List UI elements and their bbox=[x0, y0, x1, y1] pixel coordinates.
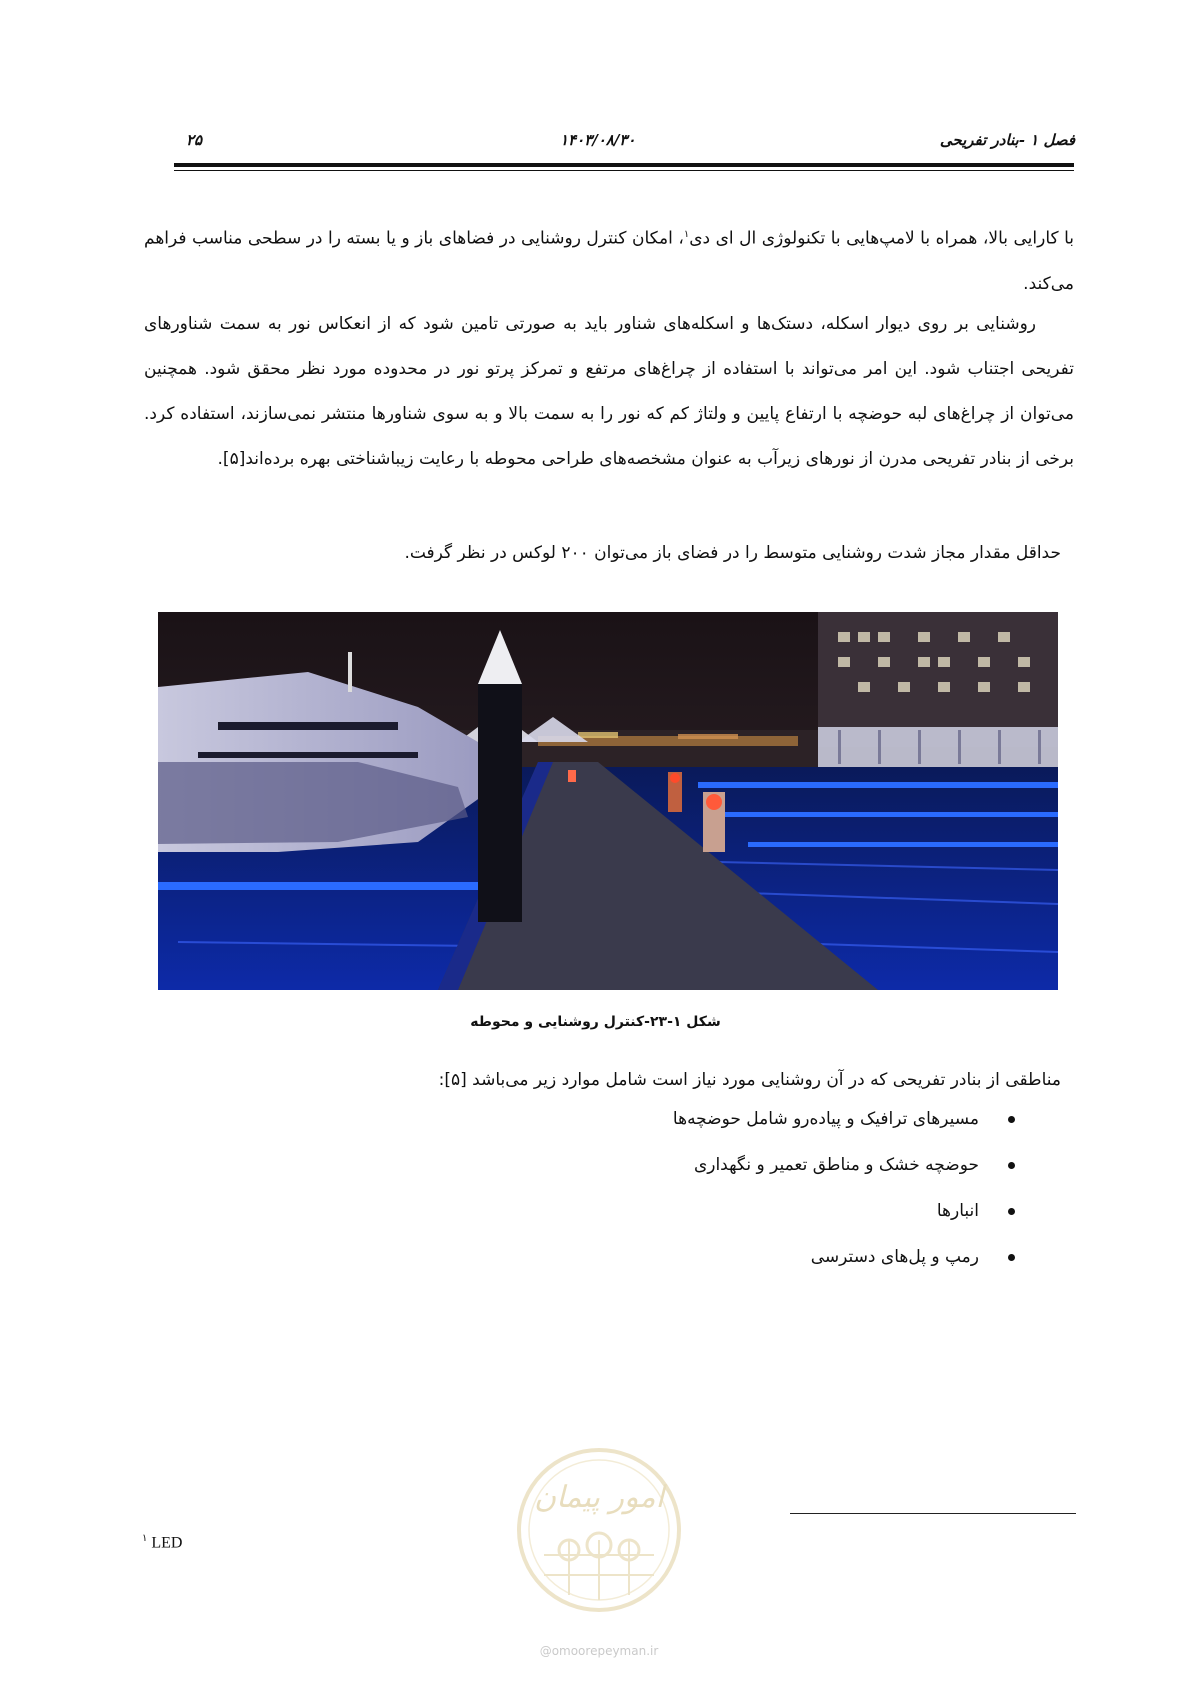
footnote-ref: ۱ bbox=[683, 229, 690, 240]
paragraph-2-text: روشنایی بر روی دیوار اسکله، دستک‌ها و اسکله‌های شناور باید به صورتی تامین شود که از انعکاس نور به سمت شناورهای تفریحی اجتناب شود. این امر می‌تواند با استفاده از چراغ‌های مرتفع و تمرکز پرتو نور در محدوده مورد نظر محقق شود. همچنین می‌توان از چراغ‌های لبه حوضچه با ارتفاع پایین و ولتاژ کم که نور را به سمت بالا و به سوی شناورها منتشر نمی‌سازند، استفاده کرد. برخی از بنادر تفریحی مدرن از نورهای زیرآب به عنوان مشخصه‌های طراحی محوطه با رعایت زیباشناختی بهره برده‌اند[۵]. bbox=[144, 314, 1074, 469]
chapter-title: فصل ۱ -بنادر تفریحی bbox=[939, 131, 1075, 149]
watermark-logo bbox=[514, 1445, 684, 1675]
footnote bbox=[142, 1533, 182, 1552]
list-item: مسیرهای ترافیک و پیاده‌رو شامل حوضچه‌ها bbox=[673, 1108, 1015, 1154]
list-item: حوضچه خشک و مناطق تعمیر و نگهداری bbox=[673, 1154, 1015, 1200]
marina-night-photo bbox=[158, 612, 1058, 990]
figure-caption: شکل ۱-۲۳-کنترل روشنایی و محوطه bbox=[470, 1014, 721, 1030]
watermark-logo-text: امور پیمان bbox=[534, 1480, 664, 1515]
paragraph-1-rest: ، امکان کنترل روشنایی در فضاهای باز و یا بسته را در سطحی مناسب فراهم می‌کند. bbox=[144, 228, 1074, 294]
paragraph-3: حداقل مقدار مجاز شدت روشنایی متوسط را در فضای باز می‌توان ۲۰۰ لوکس در نظر گرفت. bbox=[404, 543, 1061, 563]
list-item: رمپ و پل‌های دسترسی bbox=[673, 1246, 1015, 1292]
bullet-icon bbox=[1008, 1162, 1015, 1169]
paragraph-1 bbox=[144, 212, 1074, 307]
paragraph-1-text: با کارایی بالا، همراه با لامپ‌هایی با تکنولوژی ال ای دی bbox=[689, 228, 1074, 249]
bullet-icon bbox=[1008, 1208, 1015, 1215]
bullet-icon bbox=[1008, 1254, 1015, 1261]
watermark-url: @omoorepeyman.ir bbox=[539, 1644, 659, 1658]
header-rule-thin bbox=[174, 170, 1074, 171]
page-number: ۲۵ bbox=[186, 131, 203, 149]
footnote-text: LED bbox=[151, 1534, 183, 1552]
list-item: انبارها bbox=[673, 1200, 1015, 1246]
footnote-number: ۱ bbox=[142, 1533, 148, 1544]
bullet-icon bbox=[1008, 1116, 1015, 1123]
paragraph-2 bbox=[144, 302, 1074, 482]
bullet-list bbox=[673, 1108, 1015, 1292]
page-date: ۱۴۰۳/۰۸/۳۰ bbox=[560, 131, 636, 149]
header-rule-thick bbox=[174, 163, 1074, 167]
footnote-rule bbox=[790, 1513, 1076, 1514]
list-intro: مناطقی از بنادر تفریحی که در آن روشنایی مورد نیاز است شامل موارد زیر می‌باشد [۵]: bbox=[438, 1070, 1061, 1090]
